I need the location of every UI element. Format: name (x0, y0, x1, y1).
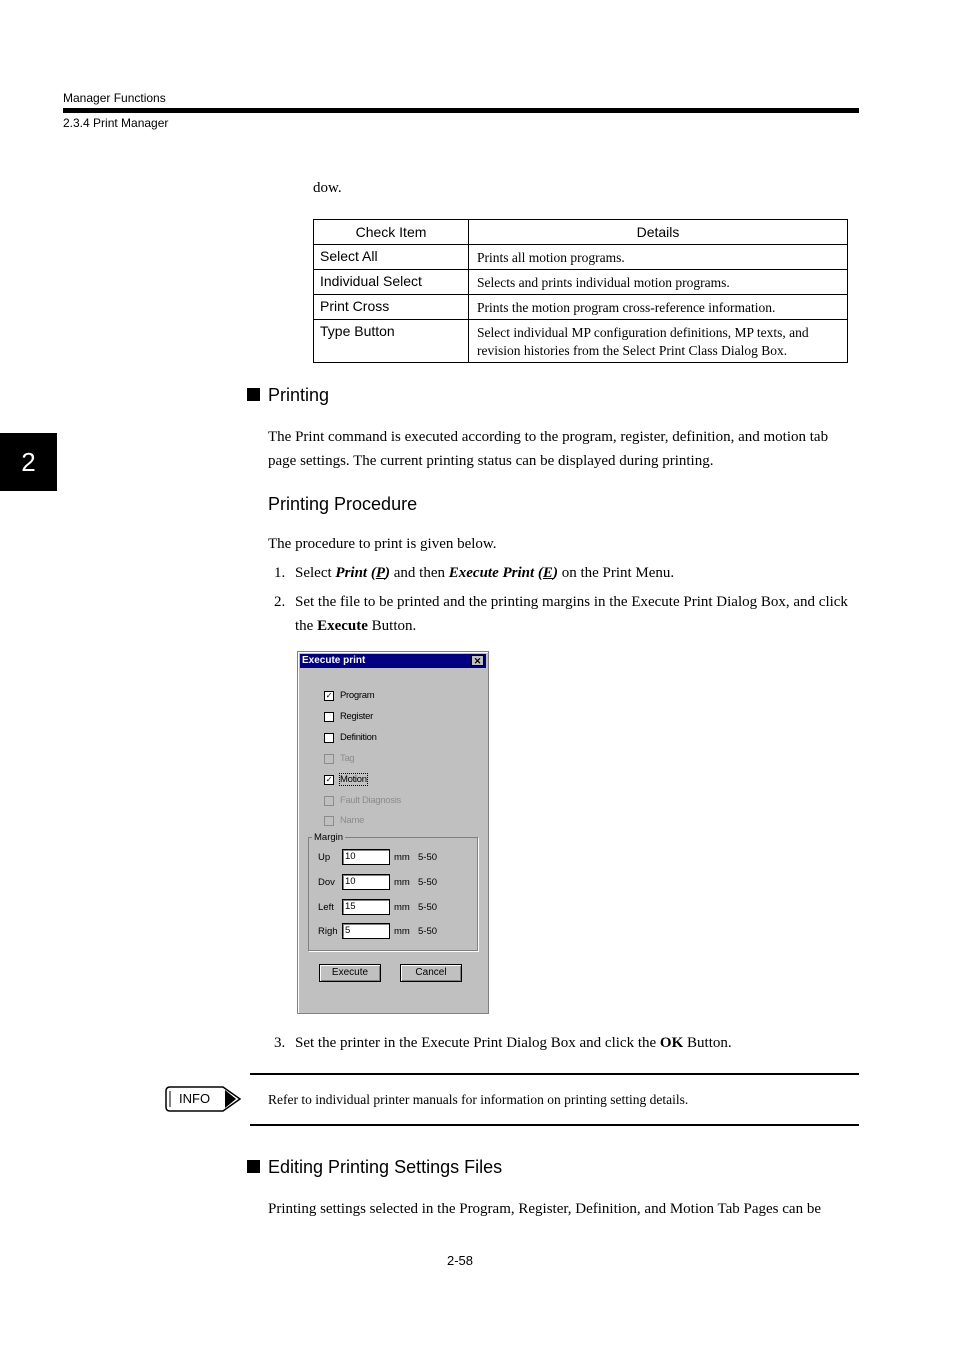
dialog-title: Execute print (302, 655, 366, 666)
subsection-heading-procedure: Printing Procedure (268, 494, 418, 514)
margin-row-up (318, 849, 437, 865)
step-2-text-a: Set the file to be printed and the printing margins in the Execute Print Dialog Box, and click the (295, 594, 848, 634)
cancel-button[interactable]: Cancel (400, 964, 462, 982)
step-1-number: 1. (274, 565, 286, 581)
step-3-text-b: Button. (683, 1035, 732, 1051)
printing-body: The Print command is executed according to the program, register, definition, and motion tab page settings. The current printing status can be displayed during printing. (268, 429, 829, 469)
execute-print-dialog (297, 651, 489, 1014)
step-2-bold: Execute (317, 618, 368, 634)
checkbox-box[interactable] (324, 733, 334, 743)
step-3-number: 3. (274, 1035, 286, 1051)
checkbox-box[interactable]: ✓ (325, 774, 333, 784)
checkbox-box[interactable] (324, 712, 334, 722)
margin-group-label: Margin (314, 832, 344, 843)
table-cell-details: Select individual MP configuration definitions, MP texts, and revision histories from the Select Print Class Dialog Box. (469, 320, 848, 363)
table-cell-details: Selects and prints individual motion programs. (469, 270, 848, 295)
step-2-number: 2. (274, 594, 286, 610)
menu-execute-end: ) (552, 565, 558, 581)
step-1-text-a: Select (295, 565, 336, 581)
step-3-text-a: Set the printer in the Execute Print Dialog Box and click the (295, 1035, 660, 1051)
margin-range: 5-50 (418, 876, 438, 888)
table-header-details: Details (469, 220, 848, 245)
margin-label: Righ (318, 925, 338, 937)
chapter-tab: 2 (0, 433, 57, 491)
section-heading-text: Printing (268, 385, 330, 405)
table-cell-item: Print Cross (314, 295, 469, 320)
check-item-table (313, 219, 848, 363)
info-rule-bottom (250, 1124, 859, 1126)
margin-label: Dov (318, 876, 335, 888)
margin-input[interactable]: 5 (342, 923, 390, 939)
menu-execute-label: Execute Print ( (448, 565, 543, 581)
table-cell-item: Select All (314, 245, 469, 270)
editing-body: Printing settings selected in the Program, Register, Definition, and Motion Tab Pages can be (268, 1201, 821, 1217)
table-header-row (314, 220, 848, 245)
menu-print-end: ) (385, 565, 391, 581)
checkbox-fault-diagnosis (324, 795, 401, 806)
dialog-title-bar (300, 654, 486, 668)
margin-input[interactable]: 15 (342, 899, 390, 915)
margin-unit: mm (394, 925, 410, 937)
checkbox-label: Fault Diagnosis (340, 795, 401, 806)
checkbox-program[interactable] (324, 690, 374, 701)
margin-unit: mm (394, 876, 410, 888)
info-text: Refer to individual printer manuals for information on printing setting details. (268, 1092, 689, 1107)
margin-unit: mm (394, 901, 410, 913)
checkbox-motion[interactable] (324, 774, 367, 785)
step-1-text-b: and then (390, 565, 449, 581)
checkbox-box (324, 816, 334, 826)
margin-label: Left (318, 901, 334, 913)
table-cell-item: Individual Select (314, 270, 469, 295)
running-header-subsection: 2.3.4 Print Manager (63, 116, 169, 130)
checkbox-label: Register (340, 711, 373, 722)
continued-text: dow. (313, 180, 342, 196)
table-header-check-item: Check Item (314, 220, 469, 245)
close-icon[interactable]: ✕ (471, 655, 484, 666)
execute-button[interactable]: Execute (319, 964, 381, 982)
info-icon-label: INFO (179, 1091, 211, 1106)
margin-row-right (318, 923, 437, 939)
info-rule-top (250, 1073, 859, 1075)
square-bullet-icon (247, 388, 260, 401)
info-icon (165, 1085, 243, 1118)
section-heading-printing (247, 385, 329, 406)
margin-range: 5-50 (418, 851, 438, 863)
checkbox-name (324, 815, 364, 826)
margin-range: 5-50 (418, 901, 438, 913)
table-row (314, 270, 848, 295)
section-heading-editing (247, 1157, 502, 1178)
checkbox-definition[interactable] (324, 732, 377, 743)
table-row (314, 295, 848, 320)
checkbox-register[interactable] (324, 711, 373, 722)
checkbox-box (324, 796, 334, 806)
step-2-text-b: Button. (367, 618, 417, 634)
margin-input[interactable]: 10 (342, 874, 390, 890)
step-3-bold: OK (659, 1035, 684, 1051)
checkbox-label: Name (340, 815, 365, 826)
menu-print-key: P (375, 565, 386, 581)
table-cell-details: Prints all motion programs. (469, 245, 848, 270)
section-heading-text: Editing Printing Settings Files (268, 1157, 503, 1177)
margin-input[interactable]: 10 (342, 849, 390, 865)
checkbox-label: Tag (340, 753, 355, 764)
margin-row-left (318, 899, 437, 915)
step-2-text (295, 590, 861, 638)
checkbox-tag (324, 753, 354, 764)
margin-range: 5-50 (418, 925, 438, 937)
step-1-text (295, 561, 674, 585)
checkbox-label: Definition (340, 732, 377, 743)
header-rule (63, 108, 859, 113)
menu-print-label: Print ( (335, 565, 376, 581)
checkbox-box (324, 754, 334, 764)
menu-execute-key: E (542, 565, 553, 581)
table-cell-details: Prints the motion program cross-reference information. (469, 295, 848, 320)
table-cell-item: Type Button (314, 320, 469, 363)
margin-unit: mm (394, 851, 410, 863)
table-row (314, 320, 848, 363)
checkbox-label: Program (340, 690, 375, 701)
table-row (314, 245, 848, 270)
step-3-text (295, 1031, 732, 1055)
checkbox-label: Motion (340, 774, 367, 785)
checkbox-box[interactable]: ✓ (325, 690, 333, 700)
page-number: 2-58 (447, 1253, 474, 1268)
square-bullet-icon (247, 1160, 260, 1173)
step-1-text-c: on the Print Menu. (557, 565, 675, 581)
margin-label: Up (318, 851, 331, 863)
procedure-intro: The procedure to print is given below. (268, 536, 497, 552)
running-header-title: Manager Functions (63, 91, 166, 105)
margin-row-down (318, 874, 437, 890)
